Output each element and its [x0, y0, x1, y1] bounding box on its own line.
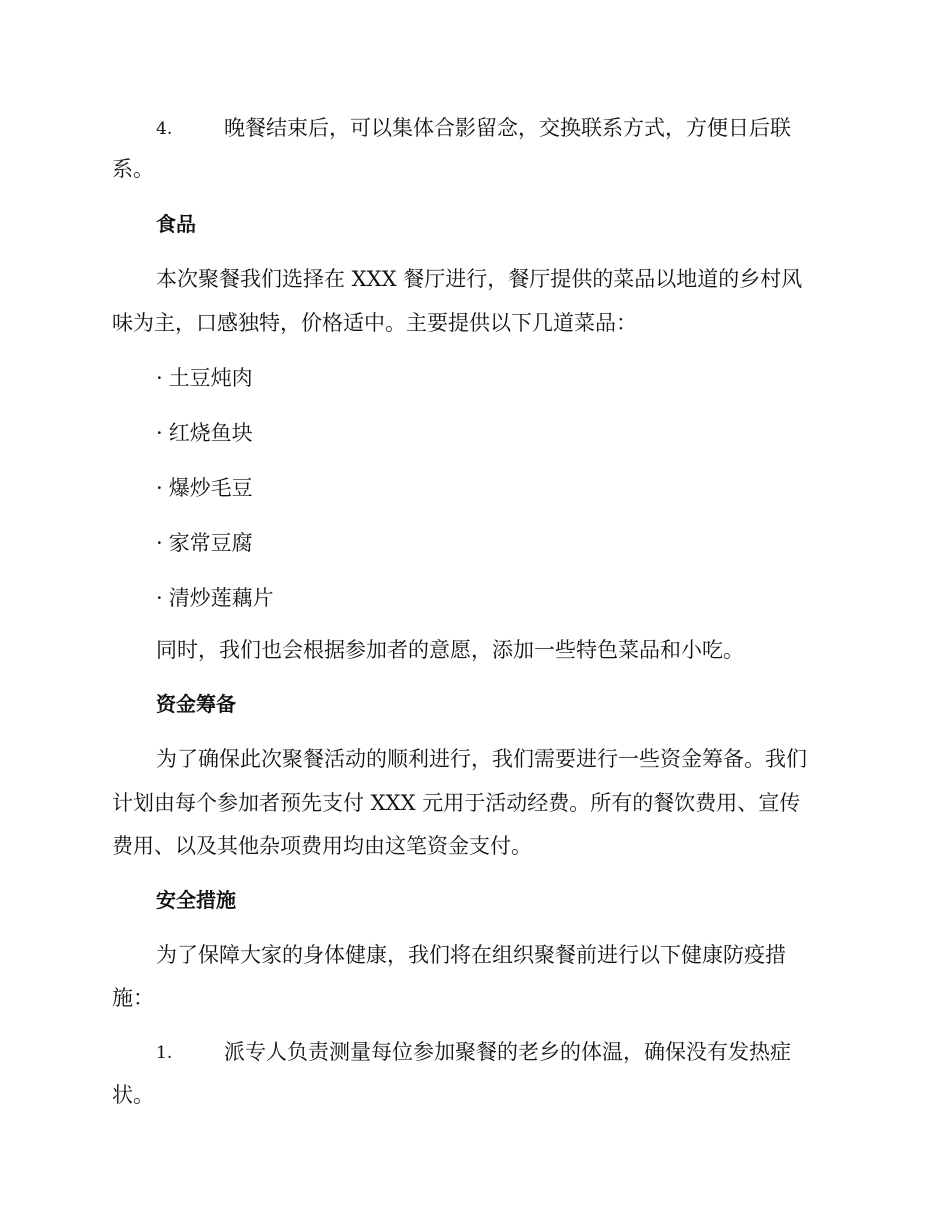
- list-item-text: 晚餐结束后，可以集体合影留念，交换联系方式，方便日后联: [224, 116, 791, 140]
- paragraph-text: 味为主，口感独特，价格适中。主要提供以下几道菜品：: [112, 311, 637, 335]
- dish-name: 红烧鱼块: [168, 421, 253, 445]
- list-item-text-continued: 系。: [112, 157, 154, 181]
- section-heading-food: 食品: [156, 212, 196, 236]
- bullet-icon: ·: [156, 366, 163, 390]
- list-number: 4.: [156, 119, 173, 139]
- paragraph-text: 费用、以及其他杂项费用均由这笔资金支付。: [112, 834, 532, 858]
- bullet-item: [156, 473, 253, 503]
- paragraph-text: 施：: [112, 986, 154, 1010]
- dish-name: 爆炒毛豆: [168, 476, 253, 500]
- bullet-item: [156, 528, 253, 558]
- bullet-icon: ·: [156, 476, 163, 500]
- bullet-item: [156, 418, 253, 448]
- bullet-icon: ·: [156, 531, 163, 555]
- bullet-item: [156, 363, 253, 393]
- paragraph-text: 同时，我们也会根据参加者的意愿，添加一些特色菜品和小吃。: [156, 638, 744, 662]
- paragraph-text: 本次聚餐我们选择在 XXX 餐厅进行，餐厅提供的菜品以地道的乡村风: [156, 267, 803, 291]
- dish-name: 土豆炖肉: [168, 366, 253, 390]
- list-item-text: 派专人负责测量每位参加聚餐的老乡的体温，确保没有发热症: [224, 1040, 791, 1064]
- bullet-icon: ·: [156, 421, 163, 445]
- section-heading-funds: 资金筹备: [156, 692, 236, 716]
- paragraph-text: 计划由每个参加者预先支付 XXX 元用于活动经费。所有的餐饮费用、宣传: [112, 791, 801, 815]
- section-heading-safety: 安全措施: [156, 888, 236, 912]
- paragraph-text: 为了保障大家的身体健康，我们将在组织聚餐前进行以下健康防疫措: [156, 943, 786, 967]
- bullet-icon: ·: [156, 586, 163, 610]
- dish-name: 清炒莲藕片: [168, 586, 274, 610]
- paragraph-text: 为了确保此次聚餐活动的顺利进行，我们需要进行一些资金筹备。我们: [156, 747, 807, 771]
- dish-name: 家常豆腐: [168, 531, 253, 555]
- list-number: 1.: [156, 1043, 173, 1063]
- list-item-text-continued: 状。: [112, 1083, 154, 1107]
- bullet-item: [156, 583, 274, 613]
